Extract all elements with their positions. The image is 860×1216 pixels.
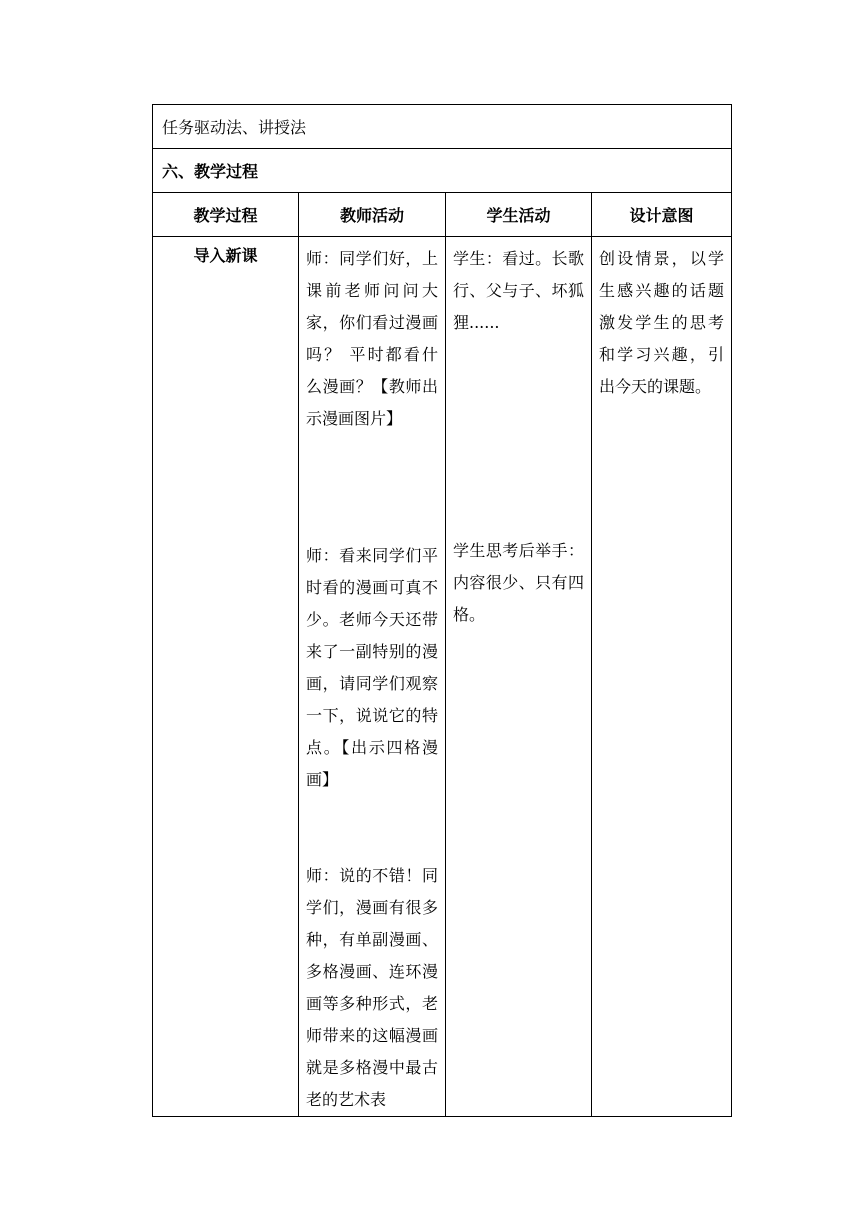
student-para-2: 学生思考后举手：内容很少、只有四格。 [453,541,584,624]
intent-text: 创设情景，以学生感兴趣的话题激发学生的思考和学习兴趣，引出今天的课题。 [599,249,725,396]
teacher-cell [299,237,446,1117]
stage-label: 导入新课 [193,246,258,265]
teacher-para-1: 师：同学们好，上课前老师问问大家，你们看过漫画吗？ 平时都看什么漫画？【教师出示漫画图片】 [306,249,438,428]
header-teacher: 教师活动 [299,193,446,237]
header-student: 学生活动 [446,193,592,237]
method-text: 任务驱动法、讲授法 [153,105,732,149]
header-row [153,193,732,237]
lesson-plan-table-wrapper [152,104,731,1117]
header-intent: 设计意图 [592,193,732,237]
intent-cell [592,237,732,1117]
table-row [153,237,732,1117]
student-para-1: 学生：看过。长歌行、父与子、坏狐狸...... [453,249,584,332]
stage-cell [153,237,299,1117]
section-row [153,149,732,193]
teacher-para-3: 师：说的不错！同学们，漫画有很多种，有单副漫画、多格漫画、连环漫画等多种形式，老师带来的这幅漫画就是多格漫中最古老的艺术表 [306,866,438,1109]
section-title: 六、教学过程 [153,149,732,193]
header-stage: 教学过程 [153,193,299,237]
method-row [153,105,732,149]
student-cell [446,237,592,1117]
teacher-para-2: 师：看来同学们平时看的漫画可真不少。老师今天还带来了一副特别的漫画，请同学们观察一下，说说它的特点。【出示四格漫画】 [306,546,438,789]
lesson-plan-table [152,104,732,1117]
